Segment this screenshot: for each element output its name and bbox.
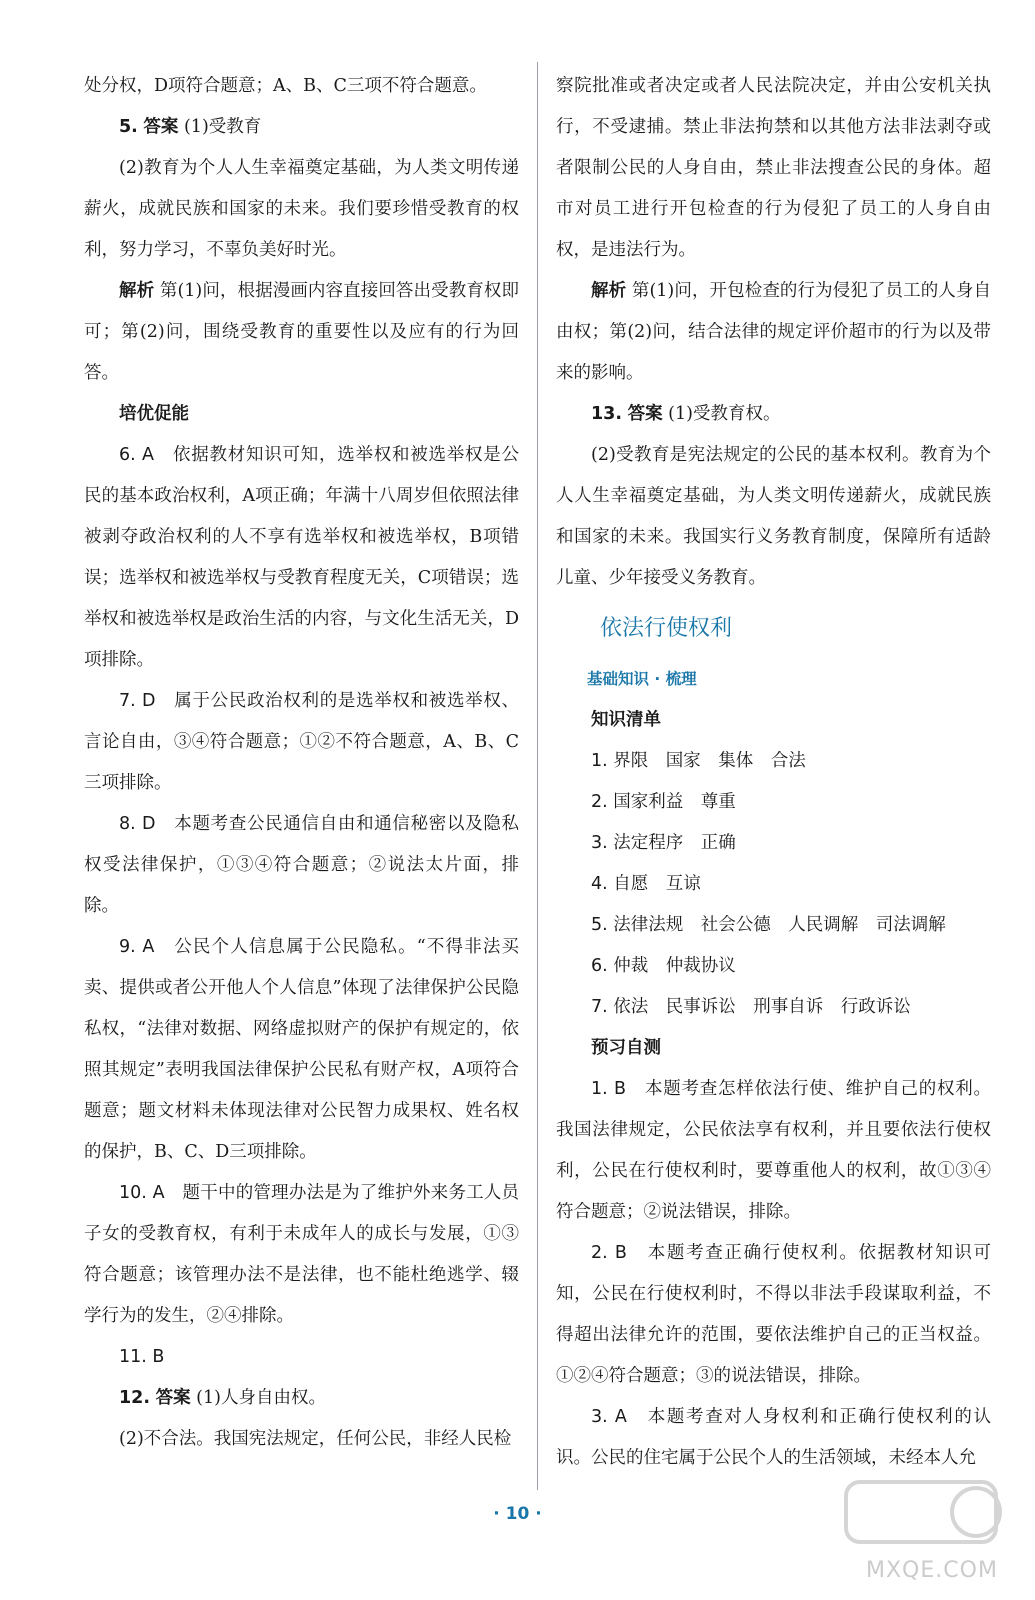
knowledge-list-item-7: 7. 依法 民事诉讼 刑事自诉 行政诉讼 (591, 997, 911, 1017)
q13-answer (556, 394, 991, 435)
knowledge-list-item-1: 1. 界限 国家 集体 合法 (591, 751, 806, 771)
knowledge-list-item-2: 2. 国家利益 尊重 (591, 792, 736, 812)
q7-head: 7. D (119, 691, 156, 711)
preview-q3-text: 本题考查对人身权利和正确行使权利的认识。公民的住宅属于公民个人的生活领域，未经本人允 (556, 1407, 992, 1468)
watermark-logo (826, 1462, 1026, 1592)
q5-answer-text: (1)受教育 (183, 117, 262, 137)
q8-text: 本题考查公民通信自由和通信秘密以及隐私权受法律保护，①③④符合题意；②说法太片面，排除。 (84, 814, 519, 916)
q12-number: 12. (119, 1388, 151, 1408)
q5-analysis-text: 第(1)问，根据漫画内容直接回答出受教育权即可；第(2)问，围绕受教育的重要性以及应有的行为回答。 (84, 281, 519, 383)
q12-analysis-text: 第(1)问，开包检查的行为侵犯了员工的人身自由权；第(2)问，结合法律的规定评价超市的行为以及带来的影响。 (556, 281, 991, 383)
q9-text: 公民个人信息属于公民隐私。“不得非法买卖、提供或者公开他人个人信息”体现了法律保护公民隐私权，“法律对数据、网络虚拟财产的保护有规定的，依照其规定”表明我国法律保护公民私有财产权，A项符合题意；题文材料未体现法律对公民智力成果权、姓名权的保护，B、C、D三项排除。 (84, 937, 520, 1162)
q10-text: 题干中的管理办法是为了维护外来务工人员子女的受教育权，有利于未成年人的成长与发展，①③符合题意；该管理办法不是法律，也不能杜绝逃学、辍学行为的发生，②④排除。 (84, 1183, 520, 1326)
section-title: 依法行使权利 (600, 616, 733, 641)
q11-item: 11. B (119, 1347, 165, 1367)
page-number: · 10 · (493, 1504, 542, 1524)
preview-q2-text: 本题考查正确行使权利。依据教材知识可知，公民在行使权利时，不得以非法手段谋取利益，不得超出法律允许的范围，要依法维护自己的正当权益。①②④符合题意；③的说法错误，排除。 (556, 1243, 992, 1386)
subheading-yuxi: 预习自测 (591, 1038, 661, 1058)
preview-q2-head: 2. B (591, 1243, 627, 1263)
paragraph-continued: 处分权，D项符合题意；A、B、C三项不符合题意。 (84, 76, 487, 96)
q13-answer-label: 答案 (627, 404, 663, 424)
knowledge-list-item-3: 3. 法定程序 正确 (591, 833, 736, 853)
right-column (556, 66, 991, 1479)
q12-answer-text: (1)人身自由权。 (196, 1388, 326, 1408)
watermark-text: MXQE.COM (866, 1558, 998, 1583)
preview-q3-head: 3. A (591, 1407, 627, 1427)
q5-number: 5. (119, 117, 138, 137)
q7-text: 属于公民政治权利的是选举权和被选举权、言论自由，③④符合题意；①②不符合题意，A、B、C三项排除。 (84, 691, 519, 793)
q9-head: 9. A (119, 937, 155, 957)
preview-q1-head: 1. B (591, 1079, 627, 1099)
basic-knowledge-heading: 基础知识 · 梳理 (587, 670, 697, 688)
q13-number: 13. (591, 404, 623, 424)
subheading-qingdan: 知识清单 (591, 710, 661, 730)
left-column (84, 66, 519, 1460)
q13-answer-text: (1)受教育权。 (668, 404, 781, 424)
q8-item (84, 804, 519, 927)
q12-answer-label: 答案 (155, 1388, 191, 1408)
q12-answer-part2: (2)不合法。我国宪法规定，任何公民，非经人民检 (119, 1429, 512, 1449)
preview-q1-text: 本题考查怎样依法行使、维护自己的权利。我国法律规定，公民依法享有权利，并且要依法行使权利，公民在行使权利时，要尊重他人的权利，故①③④符合题意；②说法错误，排除。 (556, 1079, 992, 1222)
q12-answer (84, 1378, 519, 1419)
watermark-icon (826, 1462, 1026, 1562)
knowledge-list-item-6: 6. 仲裁 仲裁协议 (591, 956, 736, 976)
subheading-peiyou: 培优促能 (119, 404, 189, 424)
q12-continued: 察院批准或者决定或者人民法院决定，并由公安机关执行，不受逮捕。禁止非法拘禁和以其他方法非法剥夺或者限制公民的人身自由，禁止非法搜查公民的身体。超市对员工进行开包检查的行为侵犯了员工的人身自由权，是违法行为。 (556, 76, 991, 260)
q5-analysis-label: 解析 (119, 281, 155, 301)
q5-analysis (84, 271, 519, 394)
q6-head: 6. A (119, 445, 154, 465)
knowledge-list-item-5: 5. 法律法规 社会公德 人民调解 司法调解 (591, 915, 946, 935)
preview-q2 (556, 1233, 991, 1397)
q13-answer-part2: (2)受教育是宪法规定的公民的基本权利。教育为个人人生幸福奠定基础，为人类文明传递薪火，成就民族和国家的未来。我国实行义务教育制度，保障所有适龄儿童、少年接受义务教育。 (556, 445, 991, 588)
q7-item (84, 681, 519, 804)
q12-analysis-label: 解析 (591, 281, 627, 301)
q10-item (84, 1173, 519, 1337)
q9-item (84, 927, 519, 1173)
q5-answer (84, 107, 519, 148)
q5-answer-part2: (2)教育为个人人生幸福奠定基础，为人类文明传递薪火，成就民族和国家的未来。我们要珍惜受教育的权利，努力学习，不辜负美好时光。 (84, 158, 519, 260)
q6-item (84, 435, 519, 681)
q8-head: 8. D (119, 814, 156, 834)
column-divider (537, 62, 538, 1490)
knowledge-list-item-4: 4. 自愿 互谅 (591, 874, 701, 894)
q6-text: 依据教材知识可知，选举权和被选举权是公民的基本政治权利，A项正确；年满十八周岁但依照法律被剥夺政治权利的人不享有选举权和被选举权，B项错误；选举权和被选举权与受教育程度无关，C项错误；选举权和被选举权是政治生活的内容，与文化生活无关，D项排除。 (84, 445, 520, 670)
q10-head: 10. A (119, 1183, 165, 1203)
q12-analysis (556, 271, 991, 394)
preview-q1 (556, 1069, 991, 1233)
q5-answer-label: 答案 (143, 117, 179, 137)
